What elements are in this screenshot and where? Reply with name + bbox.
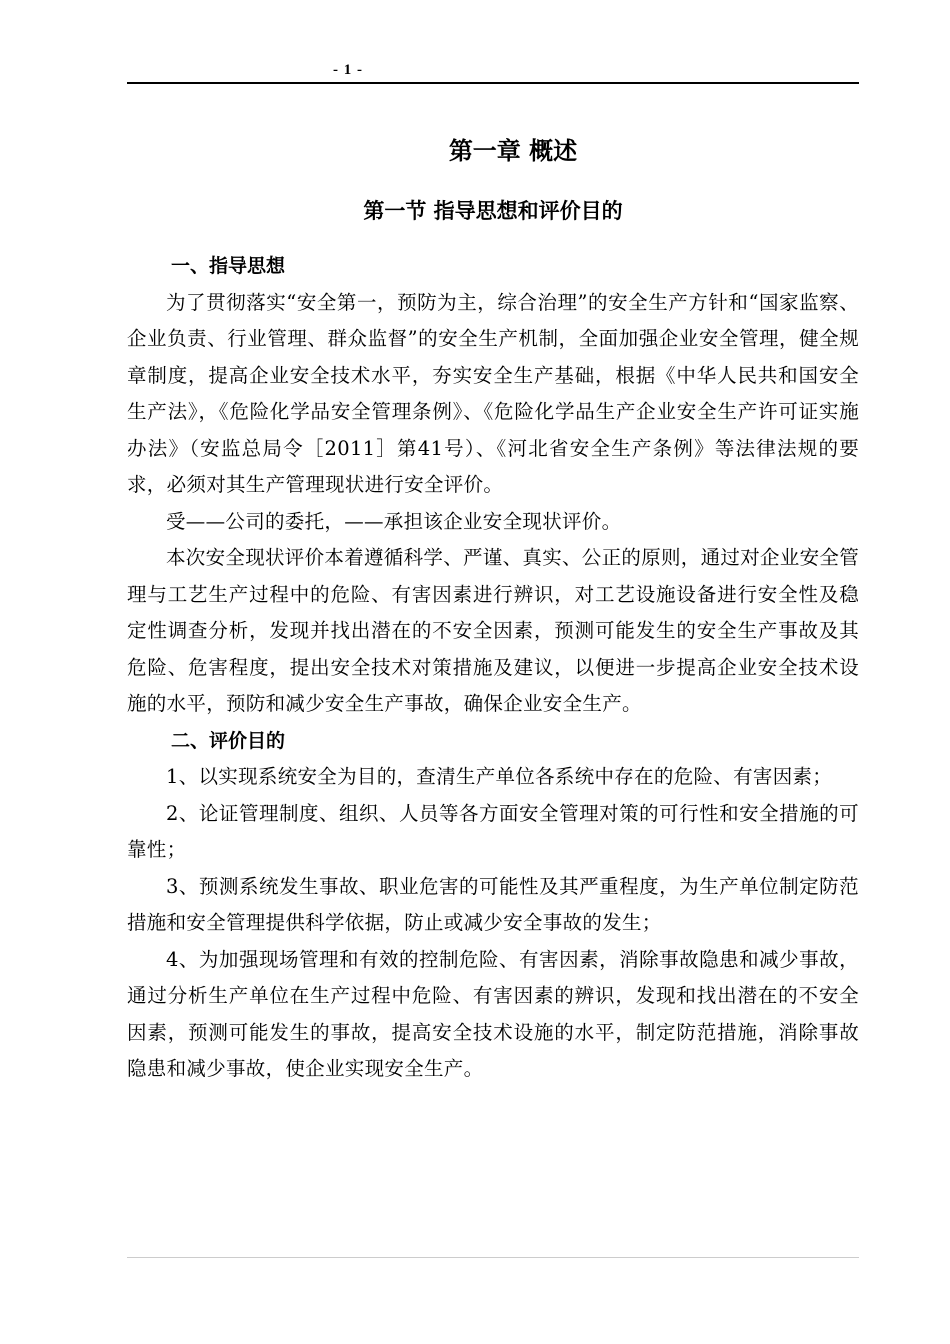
page-number: - 1 - — [333, 62, 363, 78]
footer-rule — [127, 1257, 859, 1258]
document-body — [127, 124, 859, 1088]
section-title: 第一节 指导思想和评价目的 — [363, 199, 623, 223]
heading-evaluation-purpose: 二、评价目的 — [171, 729, 286, 752]
heading-guiding-ideology: 一、指导思想 — [171, 255, 286, 277]
list-item: 1、以实现系统安全为目的，查清生产单位各系统中存在的危险、有害因素； — [166, 765, 833, 788]
chapter-title: 第一章 概述 — [448, 137, 578, 165]
list-item: 4、为加强现场管理和有效的控制危险、有害因素，消除事故隐患和减少事故，通过分析生产单位在生产过程中危险、有害因素的辨识，发现和找出潜在的不安全因素，预测可能发生的事故，提高安全技术设施的水平，制定防范措施，消除事故隐患和减少事故，使企业实现安全生产。 — [127, 947, 859, 1080]
paragraph: 本次安全现状评价本着遵循科学、严谨、真实、公正的原则，通过对企业安全管理与工艺生产过程中的危险、有害因素进行辨识，对工艺设施设备进行安全性及稳定性调查分析，发现并找出潜在的不安全因素，预测可能发生的安全生产事故及其危险、危害程度，提出安全技术对策措施及建议，以便进一步提高企业安全技术设施的水平，预防和减少安全生产事故，确保企业安全生产。 — [127, 546, 860, 715]
paragraph: 为了贯彻落实“安全第一，预防为主，综合治理”的安全生产方针和“国家监察、企业负责、行业管理、群众监督”的安全生产机制，全面加强企业安全管理，健全规章制度，提高企业安全技术水平，夯实安全生产基础，根据《中华人民共和国安全生产法》，《危险化学品安全管理条例》、《危险化学品生产企业安全生产许可证实施办法》（安监总局令［2011］第41号）、《河北省安全生产条例》等法律法规的要求，必须对其生产管理现状进行安全评价。 — [127, 290, 859, 496]
list-item: 3、预测系统发生事故、职业危害的可能性及其严重程度，为生产单位制定防范措施和安全管理提供科学依据，防止或减少安全事故的发生； — [127, 874, 859, 934]
header-rule — [127, 82, 859, 84]
list-item: 2、论证管理制度、组织、人员等各方面安全管理对策的可行性和安全措施的可靠性； — [127, 801, 859, 861]
paragraph: 受——公司的委托，——承担该企业安全现状评价。 — [166, 509, 622, 533]
